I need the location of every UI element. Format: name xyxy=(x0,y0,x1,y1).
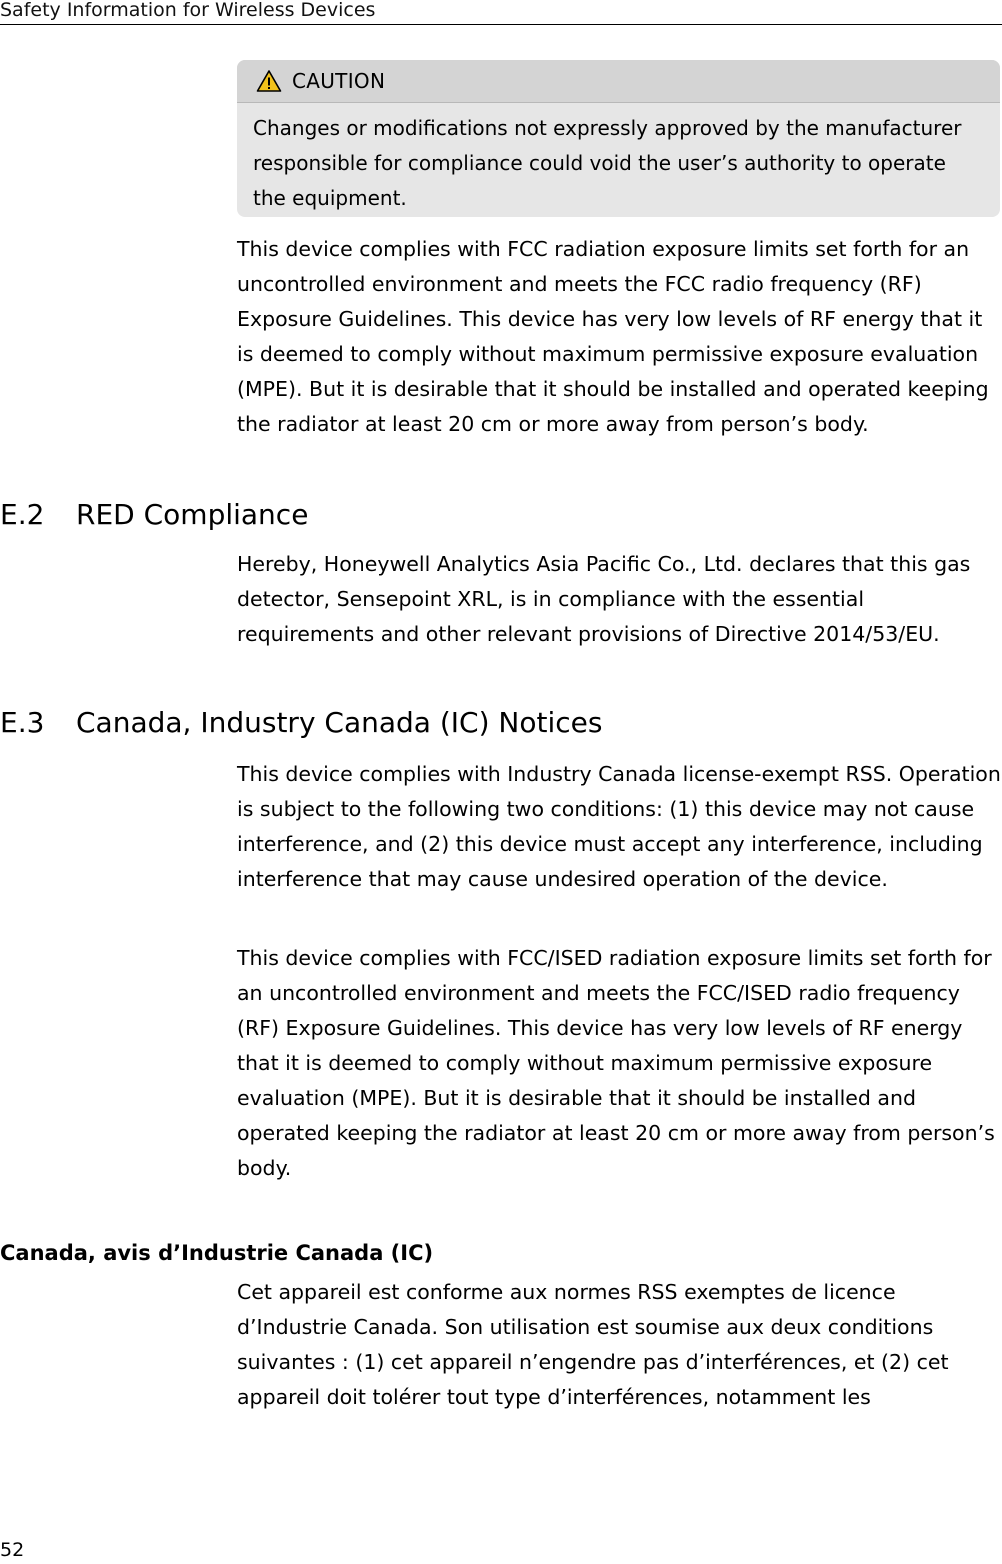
page-number: 52 xyxy=(0,1539,25,1561)
fcc-paragraph: This device complies with FCC radiation exposure limits set forth for an uncontrolled environment and meets the FCC radio frequency (RF) Exposure Guidelines. This device has very low levels of RF energy that it is deemed to comply without maximum permissive exposure evaluation (MPE). But it is desirable that it should be installed and operated keeping the radiator at least 20 cm or more away from person’s body. xyxy=(237,237,989,436)
caution-label: CAUTION xyxy=(292,69,386,93)
caution-title-bar xyxy=(237,60,1000,103)
caution-text: Changes or modifications not expressly approved by the manufacturer responsible for compliance could void the user’s authority to operate the equipment. xyxy=(253,116,962,210)
section-number: E.3 xyxy=(0,706,45,739)
caution-box xyxy=(237,60,1000,217)
running-header: Safety Information for Wireless Devices xyxy=(0,0,376,21)
section-heading-e2 xyxy=(0,497,308,533)
section-heading-e3 xyxy=(0,705,602,741)
warning-triangle-icon xyxy=(256,69,282,93)
ic-paragraph-1: This device complies with Industry Canada license-exempt RSS. Operation is subject to the following two conditions: (1) this device may not cause interference, and (2) this device must accept any interference, including interference that may cause undesired operation of the device. xyxy=(237,762,1001,891)
red-compliance-paragraph: Hereby, Honeywell Analytics Asia Pacific Co., Ltd. declares that this gas detector, Sensepoint XRL, is in compliance with the essential requirements and other relevant provisions of Directive 2014/53/EU. xyxy=(237,552,971,646)
header-divider xyxy=(0,24,1002,25)
section-title: RED Compliance xyxy=(76,498,309,531)
section-title: Canada, Industry Canada (IC) Notices xyxy=(76,706,603,739)
ic-french-heading: Canada, avis d’Industrie Canada (IC) xyxy=(0,1241,434,1265)
section-number: E.2 xyxy=(0,498,45,531)
ic-paragraph-2: This device complies with FCC/ISED radiation exposure limits set forth for an uncontrolled environment and meets the FCC/ISED radio frequency (RF) Exposure Guidelines. This device has very low levels of RF energy that it is deemed to comply without maximum permissive exposure evaluation (MPE). But it is desirable that it should be installed and operated keeping the radiator at least 20 cm or more away from person’s body. xyxy=(237,946,995,1180)
ic-french-paragraph: Cet appareil est conforme aux normes RSS exemptes de licence d’Industrie Canada. Son utilisation est soumise aux deux conditions suivantes : (1) cet appareil n’engendre pas d’interférences, et (2) cet appareil doit tolérer tout type d’interférences, notamment les xyxy=(237,1280,949,1409)
